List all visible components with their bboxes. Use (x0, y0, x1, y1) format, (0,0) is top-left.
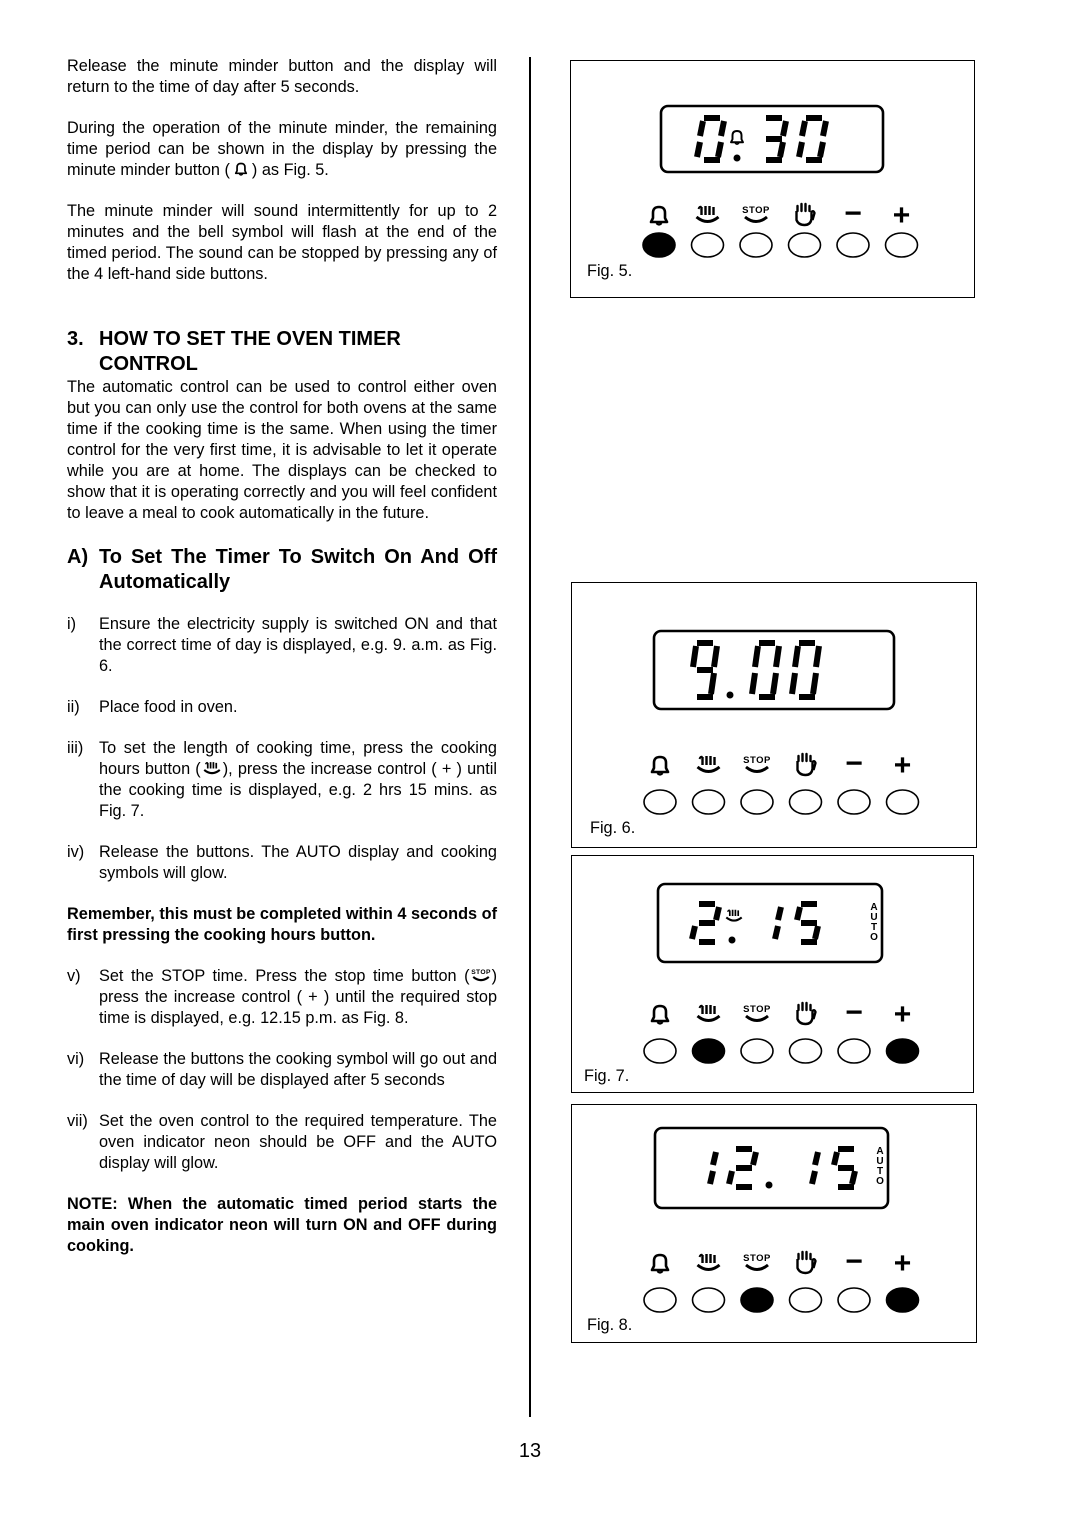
auto-letter: T (870, 922, 878, 933)
display-bell-icon (731, 131, 743, 144)
minus-icon: − (845, 996, 863, 1029)
manual-hand-icon (797, 204, 815, 225)
auto-letter: O (876, 1176, 884, 1187)
stop-time-icon (743, 1253, 771, 1270)
stop-time-icon (742, 205, 770, 222)
timer-button[interactable] (741, 1039, 773, 1063)
display-digit (792, 643, 819, 697)
auto-letter: A (870, 902, 878, 913)
list-item: v) Set the STOP time. Press the stop time button ( ) press the increase control ( + ) until the required stop time is displayed, e.g. 12.15 p.m. as Fig. 8. (67, 967, 497, 1027)
timer-button[interactable] (886, 233, 918, 257)
figure-7 (571, 855, 974, 1093)
figure-6 (571, 582, 977, 848)
bell-icon (652, 757, 668, 775)
timer-button[interactable] (644, 1039, 676, 1063)
subsection-number: A) (67, 546, 89, 568)
auto-letter: U (870, 912, 878, 923)
list-item: iii) To set the length of cooking time, press the cooking hours button ( ), press the increase control ( + ) until the cooking time is displayed, e.g. 2 hrs 15 mins. as Fig. 7. (67, 739, 497, 820)
timer-button[interactable] (790, 1039, 822, 1063)
timer-button[interactable] (644, 1288, 676, 1312)
paragraph-automatic: The automatic control can be used to control either oven but you can only use the control for both ovens at the same time if the cooking time is the same. When using the timer control for the very first time, it is advisable to let it operate while you are at home. The displays can be checked to show that it is operating correctly and you will feel confident to leave a meal to cook automatically in the future. (67, 378, 497, 522)
timer-button[interactable] (644, 790, 676, 814)
auto-letter: T (876, 1166, 884, 1177)
timer-display (658, 884, 882, 962)
paragraph-release: Release the minute minder button and the display will return to the time of day after 5 seconds. (67, 57, 497, 96)
cooking-hours-icon (698, 1005, 720, 1021)
display-digit (797, 904, 818, 942)
display-separator (734, 155, 741, 162)
stop-time-icon (470, 967, 492, 984)
display-digit (697, 118, 724, 160)
section-number: 3. (67, 328, 84, 350)
display-digit (692, 904, 719, 942)
display-digit (812, 1152, 818, 1184)
timer-button[interactable] (693, 1039, 725, 1063)
timer-button[interactable] (790, 1288, 822, 1312)
timer-button[interactable] (693, 1288, 725, 1312)
page-number: 13 (518, 1440, 542, 1462)
timer-button[interactable] (838, 1039, 870, 1063)
auto-indicator (870, 902, 878, 943)
display-cooking-icon (726, 910, 741, 921)
figure-8 (571, 1104, 977, 1343)
plus-icon: + (893, 749, 912, 782)
section-title: HOW TO SET THE OVEN TIMER CONTROL (99, 328, 401, 375)
list-item: ii) Place food in oven. (67, 698, 238, 716)
figure-label: Fig. 6. (590, 819, 636, 837)
timer-button[interactable] (789, 233, 821, 257)
display-digit (752, 643, 779, 697)
display-separator (729, 937, 736, 944)
display-separator (727, 692, 734, 699)
plus-icon: + (893, 1247, 912, 1280)
auto-letter: O (870, 932, 878, 943)
auto-indicator (876, 1146, 884, 1187)
list-item: vii) Set the oven control to the required temperature. The oven indicator neon should be OFF and the AUTO display will glow. (67, 1112, 497, 1172)
auto-letter: A (876, 1146, 884, 1157)
figure-label: Fig. 7. (584, 1067, 630, 1085)
figure-label: Fig. 5. (587, 262, 633, 280)
timer-button[interactable] (693, 790, 725, 814)
manual-hand-icon (798, 1252, 816, 1273)
manual-hand-icon (798, 754, 816, 775)
section-heading (67, 327, 497, 377)
display-digit (729, 1149, 756, 1187)
display-digit (693, 643, 717, 697)
column-divider (529, 57, 531, 1417)
list-item: iv) Release the buttons. The AUTO display and cooking symbols will glow. (67, 843, 497, 882)
timer-button[interactable] (741, 790, 773, 814)
minus-icon: − (845, 1245, 863, 1278)
timer-button[interactable] (887, 1039, 919, 1063)
figure-label: Fig. 8. (587, 1316, 633, 1334)
bell-icon (651, 207, 667, 225)
timer-button[interactable] (838, 790, 870, 814)
timer-button[interactable] (838, 1288, 870, 1312)
timer-button[interactable] (837, 233, 869, 257)
plus-icon: + (893, 998, 912, 1031)
minus-icon: − (844, 197, 862, 230)
paragraph-during-a: During the operation of the minute minder, the remaining time period can be shown in the display by pressing the minute minder button ( (67, 119, 497, 179)
paragraph-sound: The minute minder will sound intermittently for up to 2 minutes and the bell symbol will flash at the end of the timed period. The sound can be stopped by pressing any of the 4 left-hand side buttons. (67, 202, 497, 283)
timer-button[interactable] (692, 233, 724, 257)
instructions-column (67, 56, 497, 1257)
subsection-title: To Set The Timer To Switch On And Off Automatically (99, 546, 497, 593)
timer-button[interactable] (741, 1288, 773, 1312)
display-separator (766, 1182, 773, 1189)
cooking-hours-icon (698, 756, 720, 772)
bell-icon (230, 161, 252, 178)
list-item: i) Ensure the electricity supply is switched ON and that the correct time of day is displayed, e.g. 9. a.m. as Fig. 6. (67, 615, 497, 675)
figure-5 (570, 60, 975, 298)
display-digit (766, 118, 786, 160)
paragraph-during-b: ) as Fig. 5. (251, 161, 329, 179)
display-digit (799, 118, 826, 160)
list-item: vi) Release the buttons the cooking symbol will go out and the time of day will be displayed after 5 seconds (67, 1050, 497, 1089)
display-digit (710, 1152, 716, 1184)
cooking-hours-icon (697, 206, 719, 222)
display-digit (775, 907, 781, 939)
bell-icon (652, 1255, 668, 1273)
manual-hand-icon (798, 1003, 816, 1024)
cooking-hours-icon (698, 1254, 720, 1270)
stop-time-icon (743, 755, 771, 772)
auto-letter: U (876, 1156, 884, 1167)
paragraph-during (67, 118, 497, 181)
stop-time-icon (743, 1004, 771, 1021)
subsection-heading (67, 545, 497, 595)
display-digit (834, 1149, 855, 1187)
bell-icon (652, 1006, 668, 1024)
timer-button[interactable] (887, 790, 919, 814)
plus-icon: + (892, 199, 911, 232)
remember-note: Remember, this must be completed within 4 seconds of first pressing the cooking hours button. (67, 905, 497, 944)
automatic-period-note: NOTE: When the automatic timed period starts the main oven indicator neon will turn ON and OFF during cooking. (67, 1195, 497, 1255)
timer-button[interactable] (887, 1288, 919, 1312)
timer-button[interactable] (790, 790, 822, 814)
cooking-hours-icon (201, 760, 223, 777)
timer-button[interactable] (643, 233, 675, 257)
timer-button[interactable] (740, 233, 772, 257)
minus-icon: − (845, 747, 863, 780)
